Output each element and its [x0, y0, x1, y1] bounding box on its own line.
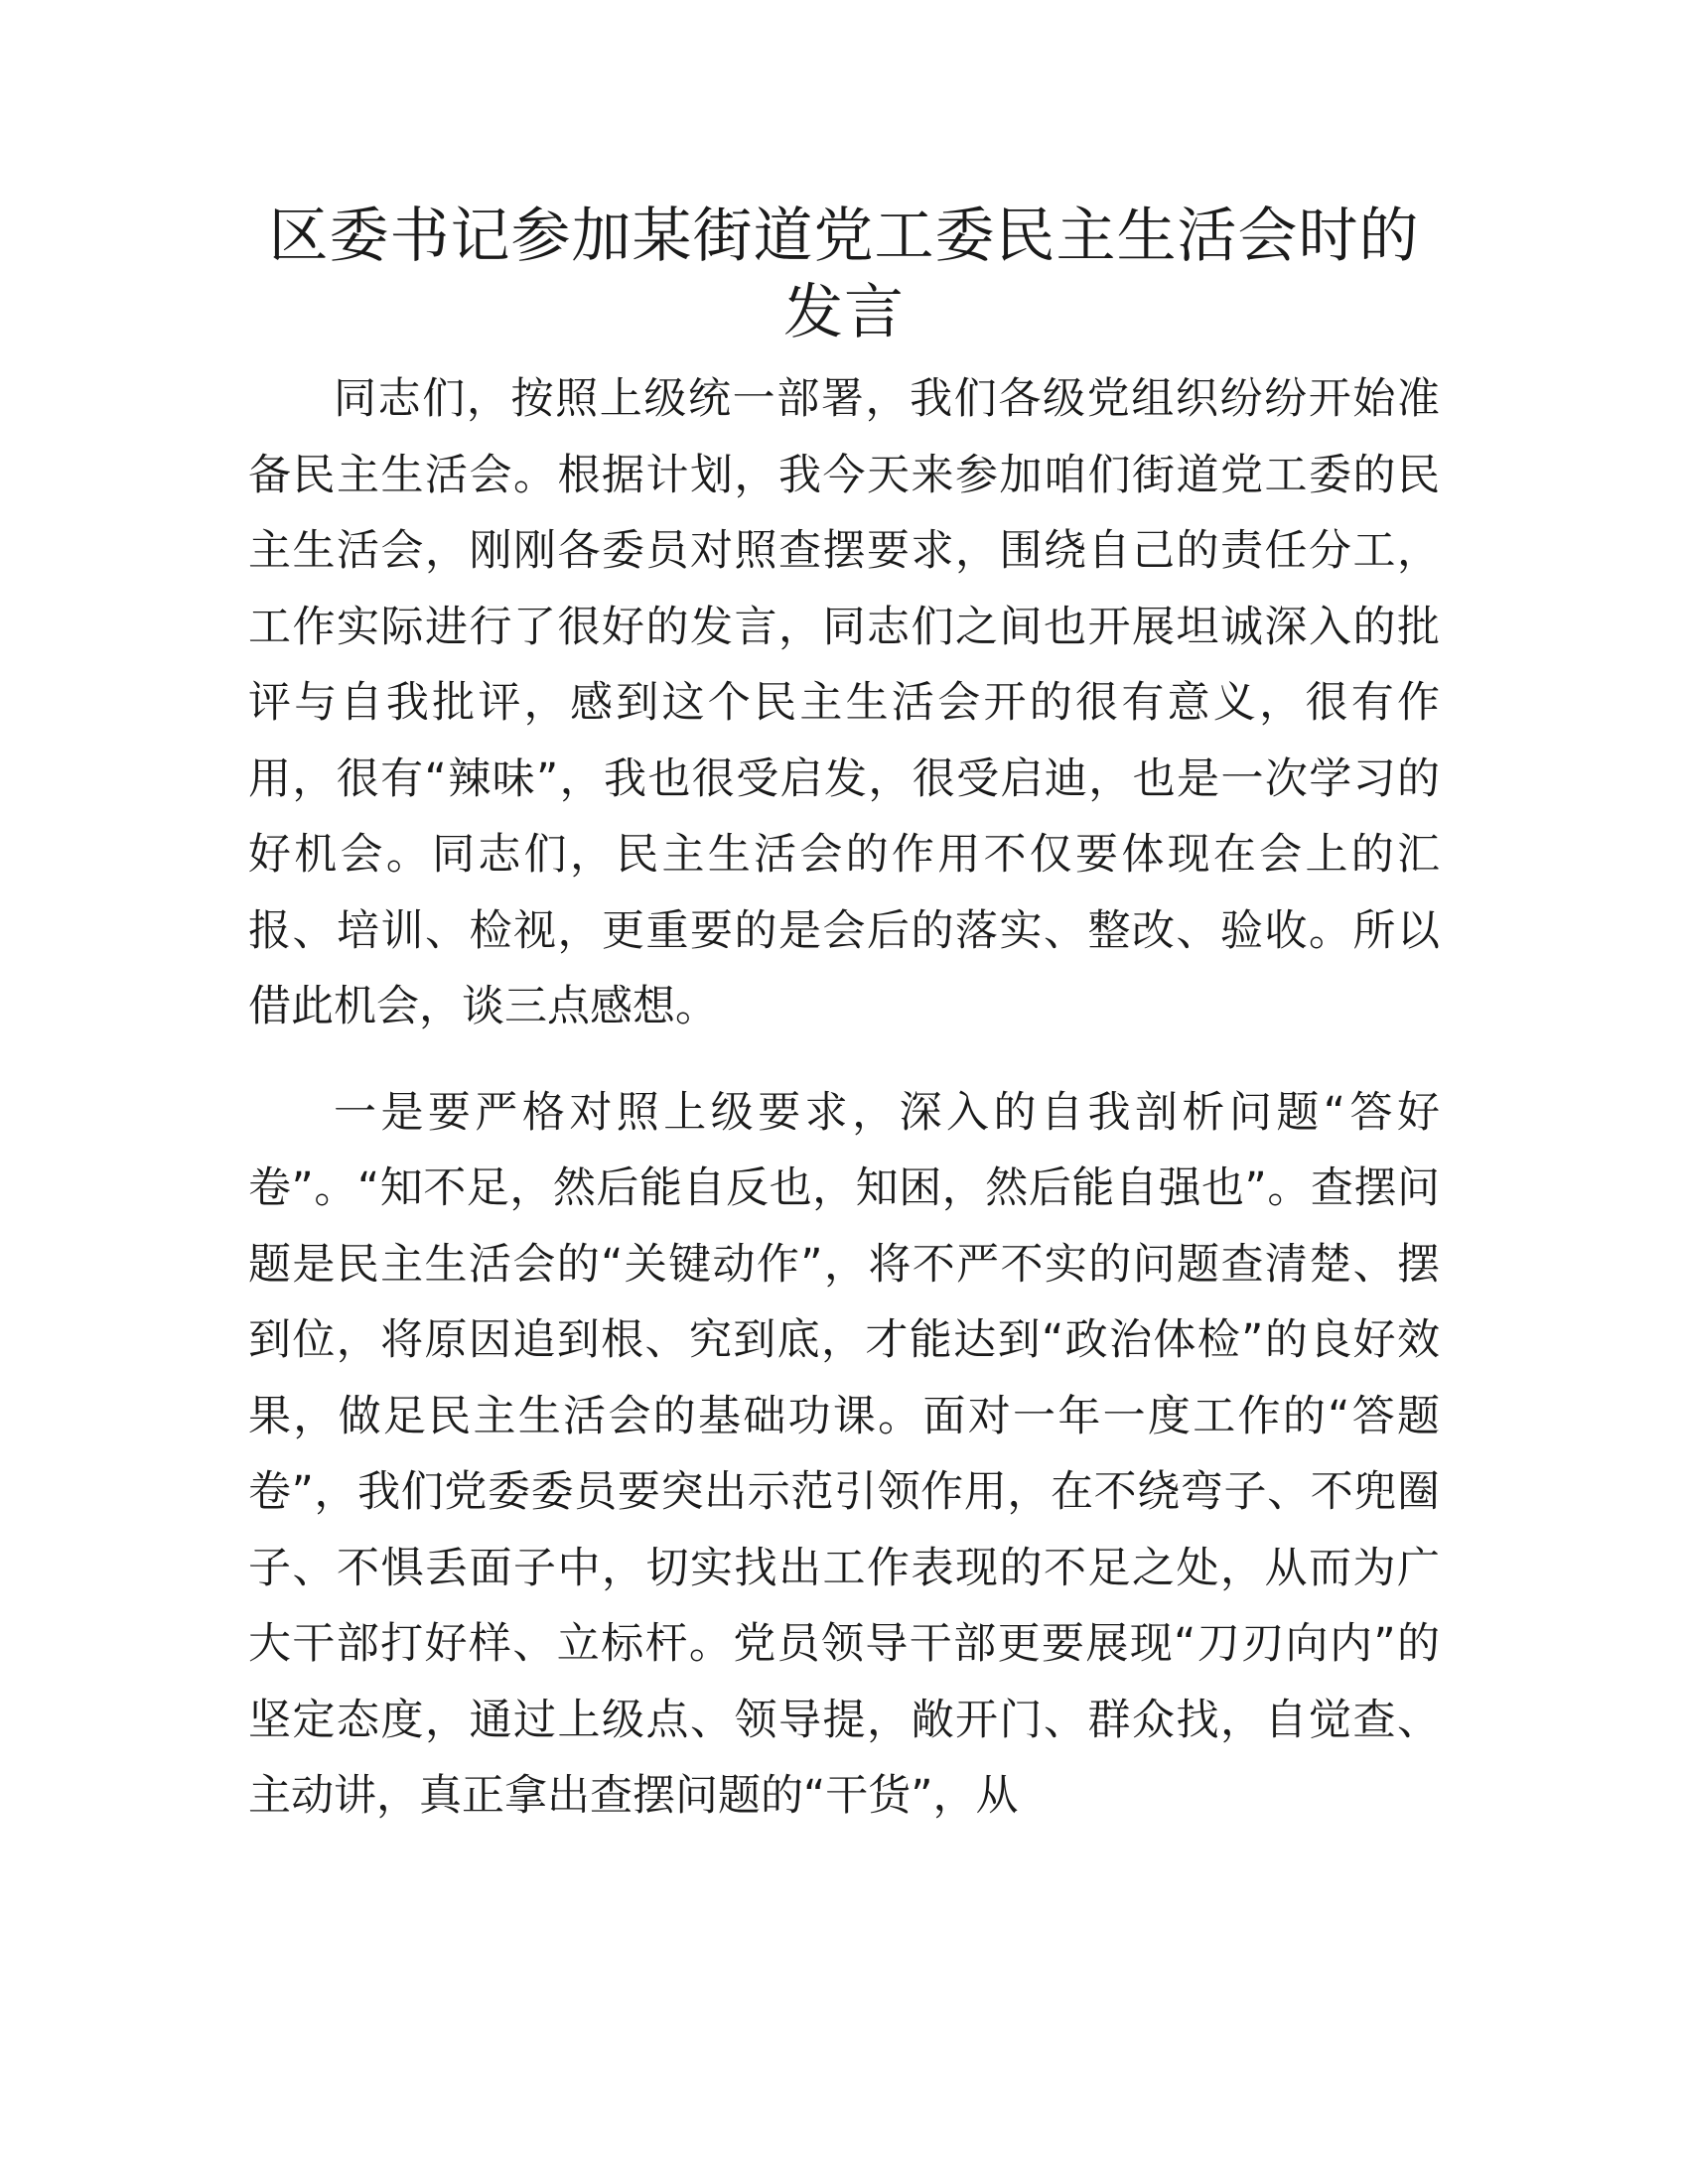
paragraph-opening: 同志们，按照上级统一部署，我们各级党组织纷纷开始准备民主生活会。根据计划，我今天来参加咱们街道党工委的民主生活会，刚刚各委员对照查摆要求，围绕自己的责任分工，工作实际进行了很好的发言，同志们之间也开展坦诚深入的批评与自我批评，感到这个民主生活会开的很有意义，很有作用，很有“辣味”，我也很受启发，很受启迪，也是一次学习的好机会。同志们，民主生活会的作用不仅要体现在会上的汇报、培训、检视，更重要的是会后的落实、整改、验收。所以借此机会，谈三点感想。 [248, 374, 1440, 1031]
document-title: 区委书记参加某街道党工委民主生活会时的发言 [268, 202, 1420, 347]
paragraph-point-one: 一是要严格对照上级要求，深入的自我剖析问题“答好卷”。“知不足，然后能自反也，知困，然后能自强也”。查摆问题是民主生活会的“关键动作”，将不严不实的问题查清楚、摆到位，将原因追到根、究到底，才能达到“政治体检”的良好效果，做足民主生活会的基础功课。面对一年一度工作的“答题卷”，我们党委委员要突出示范引领作用，在不绕弯子、不兜圈子、不惧丢面子中，切实找出工作表现的不足之处，从而为广大干部打好样、立标杆。党员领导干部更要展现“刀刃向内”的坚定态度，通过上级点、领导提，敞开门、群众找，自觉查、主动讲，真正拿出查摆问题的“干货”，从 [248, 1087, 1440, 1821]
document-body [248, 199, 1440, 1835]
